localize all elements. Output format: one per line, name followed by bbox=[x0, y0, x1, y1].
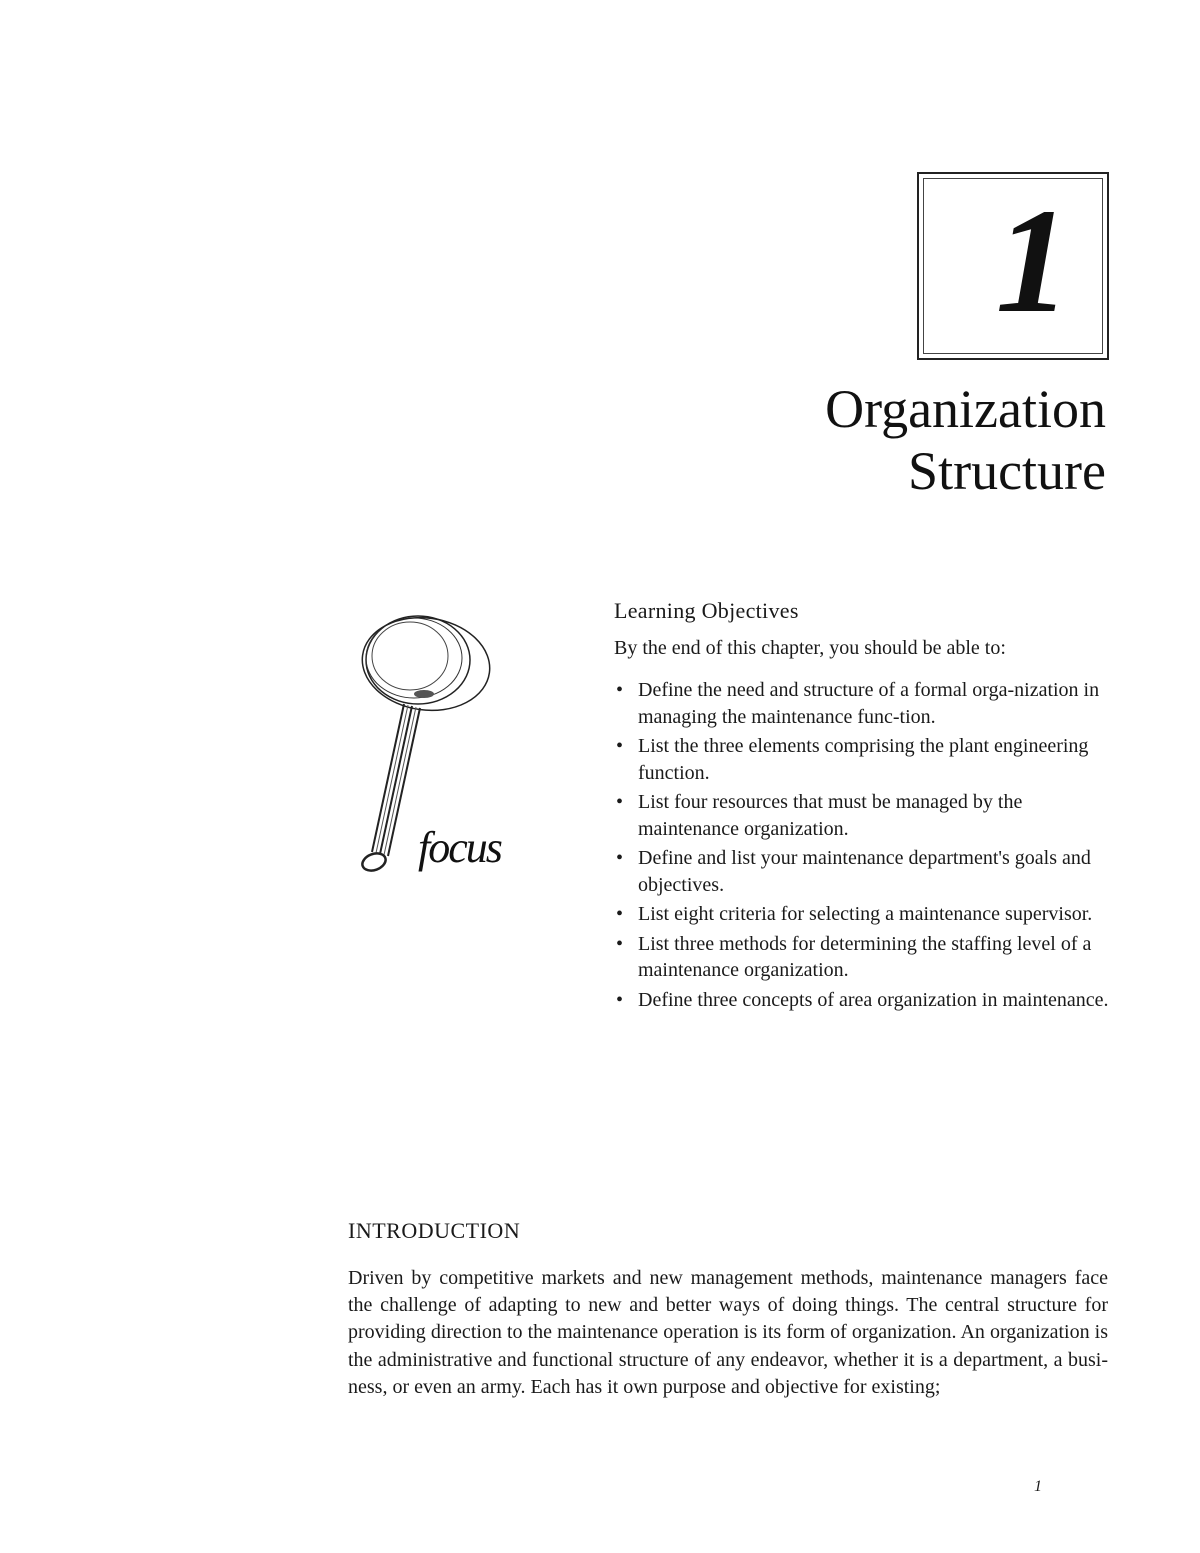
list-item bbox=[614, 733, 1110, 786]
bullet: • bbox=[616, 735, 624, 757]
objective-text: List three methods for determining the staffing level of a maintenance organization. bbox=[638, 932, 1092, 981]
objective-text: Define three concepts of area organization in maintenance. bbox=[638, 988, 1109, 1011]
bullet: • bbox=[616, 903, 624, 925]
bullet: • bbox=[616, 988, 624, 1011]
chapter-title-line-2: Structure bbox=[908, 441, 1106, 501]
bullet: • bbox=[616, 679, 624, 701]
list-item bbox=[614, 901, 1110, 928]
list-item bbox=[614, 789, 1110, 842]
list-item bbox=[614, 677, 1110, 730]
objectives-heading: Learning Objectives bbox=[614, 598, 799, 623]
bullet: • bbox=[616, 847, 624, 869]
list-item bbox=[614, 931, 1110, 984]
objective-text: Define and list your maintenance department's goals and objectives. bbox=[638, 847, 1091, 896]
magnifying-glass-icon bbox=[358, 612, 508, 882]
page-number: 1 bbox=[1034, 1478, 1042, 1495]
bullet: • bbox=[616, 932, 624, 955]
bullet: • bbox=[616, 791, 624, 813]
chapter-title-line-1: Organization bbox=[825, 379, 1106, 439]
chapter-number-box bbox=[917, 172, 1109, 360]
introduction-heading: INTRODUCTION bbox=[348, 1218, 521, 1243]
focus-label: focus bbox=[418, 823, 501, 872]
objectives-list bbox=[614, 677, 1110, 1013]
objectives-intro: By the end of this chapter, you should be able to: bbox=[614, 637, 1006, 659]
introduction-section bbox=[348, 1217, 1108, 1401]
objective-text: List eight criteria for selecting a maintenance supervisor. bbox=[638, 903, 1093, 925]
introduction-body: Driven by competitive markets and new management methods, maintenance managers face the challenge of adapting to new and better ways of doing things. The central structure for providing direction to the maintenance operation is its form of organization. An organization is the administrative and functional structure of any endeavor, whether it is a department, a busi-ness, or even an army. Each has it own purpose and objective for existing; bbox=[348, 1267, 1108, 1398]
objective-text: List the three elements comprising the plant engineering function. bbox=[638, 735, 1089, 784]
chapter-title bbox=[825, 378, 1106, 502]
objective-text: Define the need and structure of a formal orga-nization in managing the maintenance func-tion. bbox=[638, 679, 1100, 728]
learning-objectives bbox=[614, 597, 1110, 1016]
list-item bbox=[614, 987, 1110, 1014]
objective-text: List four resources that must be managed by the maintenance organization. bbox=[638, 791, 1023, 840]
chapter-number: 1 bbox=[995, 178, 1071, 344]
list-item bbox=[614, 845, 1110, 898]
